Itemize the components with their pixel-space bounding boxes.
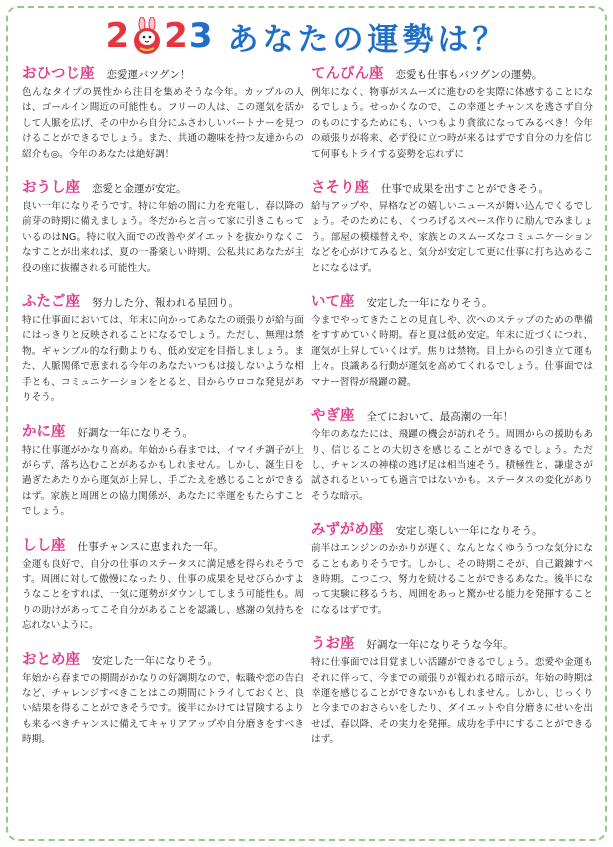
sign-name: さそり座 xyxy=(311,180,369,197)
sign-capricorn xyxy=(311,404,593,504)
sign-name: しし座 xyxy=(22,537,66,554)
sign-name: かに座 xyxy=(22,423,66,440)
sign-name: やぎ座 xyxy=(311,408,355,425)
sign-body: 給与アップや、昇格などの嬉しいニュースが舞い込んでくるでしょう。そのためにも、くつろげるスペース作りに励んでみましょう。部屋の模様替えや、家族とのスムーズなコミュニケーションなどを心がけてみると、気分が安定して更に仕事に打ち込めることになるはず。 xyxy=(311,201,593,274)
sign-name: おうし座 xyxy=(22,180,80,197)
sign-subtitle: 恋愛も仕事もバツグンの運勢。 xyxy=(395,69,543,81)
sign-leo xyxy=(22,534,304,634)
sign-name: みずがめ座 xyxy=(311,522,384,539)
sign-pisces xyxy=(311,632,593,747)
sign-subtitle: 努力した分、報われる星回り。 xyxy=(92,297,239,310)
sign-subtitle: 恋愛運バツグン！ xyxy=(106,69,191,81)
sign-body: 金運も良好で、自分の仕事のステータスに満足感を得られそうです。周囲に対して傲慢になったり、仕事の成果を見せびらかすようなことをすれば、一気に運勢がダウンしてしまう可能性も。周りの助けがあってこそ自分があることを認識し、感謝の気持ちを忘れないように。 xyxy=(22,558,304,632)
sign-body: 前半はエンジンのかかりが遅く、なんとなくゆううつな気分になることもありそうです。しかし、その時期こそが、自己鍛錬すべき時期。こつこつ、努力を続けることができるあなた。後半になって実験に移るうち、周囲をあっと驚かせる能力を発揮することになるはずです。 xyxy=(311,543,593,616)
sign-subtitle: 好調な一年になりそう。 xyxy=(77,426,193,439)
sign-body: 今年のあなたには、飛躍の機会が訪れそう。周囲からの援助もあり、信じることの大切さを感じることができるでしょう。ただし、チャンスの神様の逃げ足は相当速そう。積極性と、謙虚さが試されるといっても過言ではないかも。ステータスの変化がありそうな暗示。 xyxy=(311,429,593,502)
sign-body: 特に仕事運がかなり高め。年始から春までは、イマイチ調子が上がらず、落ち込むことがあるかもしれません。しかし、誕生日を過ぎたあたりから運気が上昇し、手ごたえを感じることができるはず。家族と周囲との協力関係が、あなたに幸運をもたらすことでしょう。 xyxy=(22,444,304,518)
left-column xyxy=(22,62,304,762)
sign-subtitle: 恋愛と金運が安定。 xyxy=(92,183,187,196)
sign-cancer xyxy=(22,420,304,520)
year-digit-2: 2 xyxy=(164,16,189,56)
page-header xyxy=(0,10,613,62)
sign-subtitle: 仕事チャンスに恵まれた一年。 xyxy=(77,540,224,553)
sign-name: ふたご座 xyxy=(22,294,80,311)
sign-aries xyxy=(22,62,304,162)
sign-gemini xyxy=(22,290,304,405)
sign-subtitle: 仕事で成果を出すことができそう。 xyxy=(381,183,549,196)
sign-scorpio xyxy=(311,176,593,276)
year-heading xyxy=(105,16,213,56)
sign-body: 特に仕事面では目覚ましい活躍ができるでしょう。恋愛や金運もそれに伴って、今までの頑張りが報われる暗示が。年始の時期は幸運を感じることができないかもしれません。しかし、じっくりと今までのおさらいをしたり、ダイエットや自分磨きにせいを出せば、春以降、その実力を発揮。成功を手中にすることができるはず。 xyxy=(311,657,593,746)
sign-name: うお座 xyxy=(311,636,355,653)
sign-libra xyxy=(311,62,593,162)
sign-name: おひつじ座 xyxy=(22,66,95,82)
sign-name: いて座 xyxy=(311,294,355,311)
sign-body: 年始から春までの期間がかなりの好調期なので、転職や恋の告白など、チャレンジすべきことはこの期間にトライしておくと、良い結果を得ることができそうです。後半にかけては冒険するよりも来るべきチャンスに備えてキャリアアップや自分磨きをすべき時期。 xyxy=(22,672,304,746)
sign-body: 色んなタイプの異性から注目を集めそうな今年。カップルの人は、ゴールイン間近の可能性も。フリーの人は、この運気を活かして人脈を広げ、その中から自分にふさわしいパートナーを見つけることができるでしょう。また、共通の趣味を持つ友達からの紹介も◎。今年のあなたは絶好調！ xyxy=(22,87,304,160)
sign-body: 特に仕事面においては、年末に向かってあなたの頑張りが給与面にはっきりと反映されることになるでしょう。ただし、無理は禁物。ギャンブル的な行動よりも、低め安定を目指しましょう。また、人脈関係で恵まれる今年のあなたいつもは接しないような相手とも、コミュニケーションをとると、目からウロコな発見がありそう。 xyxy=(22,315,304,404)
page-title: あなたの運勢は？ xyxy=(227,21,508,58)
year-digit-1: 2 xyxy=(105,16,131,56)
sign-subtitle: 安定した一年になりそう。 xyxy=(92,654,218,667)
sign-aquarius xyxy=(311,518,593,618)
sign-subtitle: 安定した一年になりそう。 xyxy=(366,297,493,310)
sign-body: 例年になく、物事がスムーズに進むのを実際に体感することになるでしょう。せっかくなので、この幸運とチャンスを逃さず自分のものにするためにも、いつもより貪欲になってみるべき！今年の頑張りが将来、必ず役に立つ時が来るはずです自分の力を信じて何事もトライする姿勢を忘れずに xyxy=(311,87,593,160)
sign-name: おとめ座 xyxy=(22,651,80,668)
sign-name: てんびん座 xyxy=(311,66,384,82)
sign-virgo xyxy=(22,648,304,748)
sign-subtitle: 全てにおいて、最高潮の一年！ xyxy=(366,411,514,424)
sign-subtitle: 好調な一年になりそうな今年。 xyxy=(366,639,514,652)
right-column xyxy=(311,62,593,762)
sign-body: 今までやってきたことの見直しや、次へのステップのための準備をすすめていく時期。春と夏は低め安定。年末に近づくにつれ、運気が上昇していくはず。焦りは禁物。目上からの引き立て運も上々。良識ある行動が運気を高めてくれるでしょう。仕事面ではマナー習得が飛躍の鍵。 xyxy=(311,315,593,388)
year-digit-3: 3 xyxy=(188,16,214,56)
sign-taurus xyxy=(22,176,304,276)
sign-sagittarius xyxy=(311,290,593,390)
daruma-rabbit-icon xyxy=(131,17,163,55)
sign-subtitle: 安定し楽しい一年になりそう。 xyxy=(395,525,543,538)
sign-body: 良い一年になりそうです。特に年始の間に力を充電し、春以降の前芽の時期に備えましょう。冬だからと言って家に引きこもっているのはNG。特に収入面での改善やダイエットを抜かりなくこなすことが出来れば、夏の一番楽しい時期、公私共にあなたが主役の座に抜擢される可能性大。 xyxy=(22,201,304,274)
